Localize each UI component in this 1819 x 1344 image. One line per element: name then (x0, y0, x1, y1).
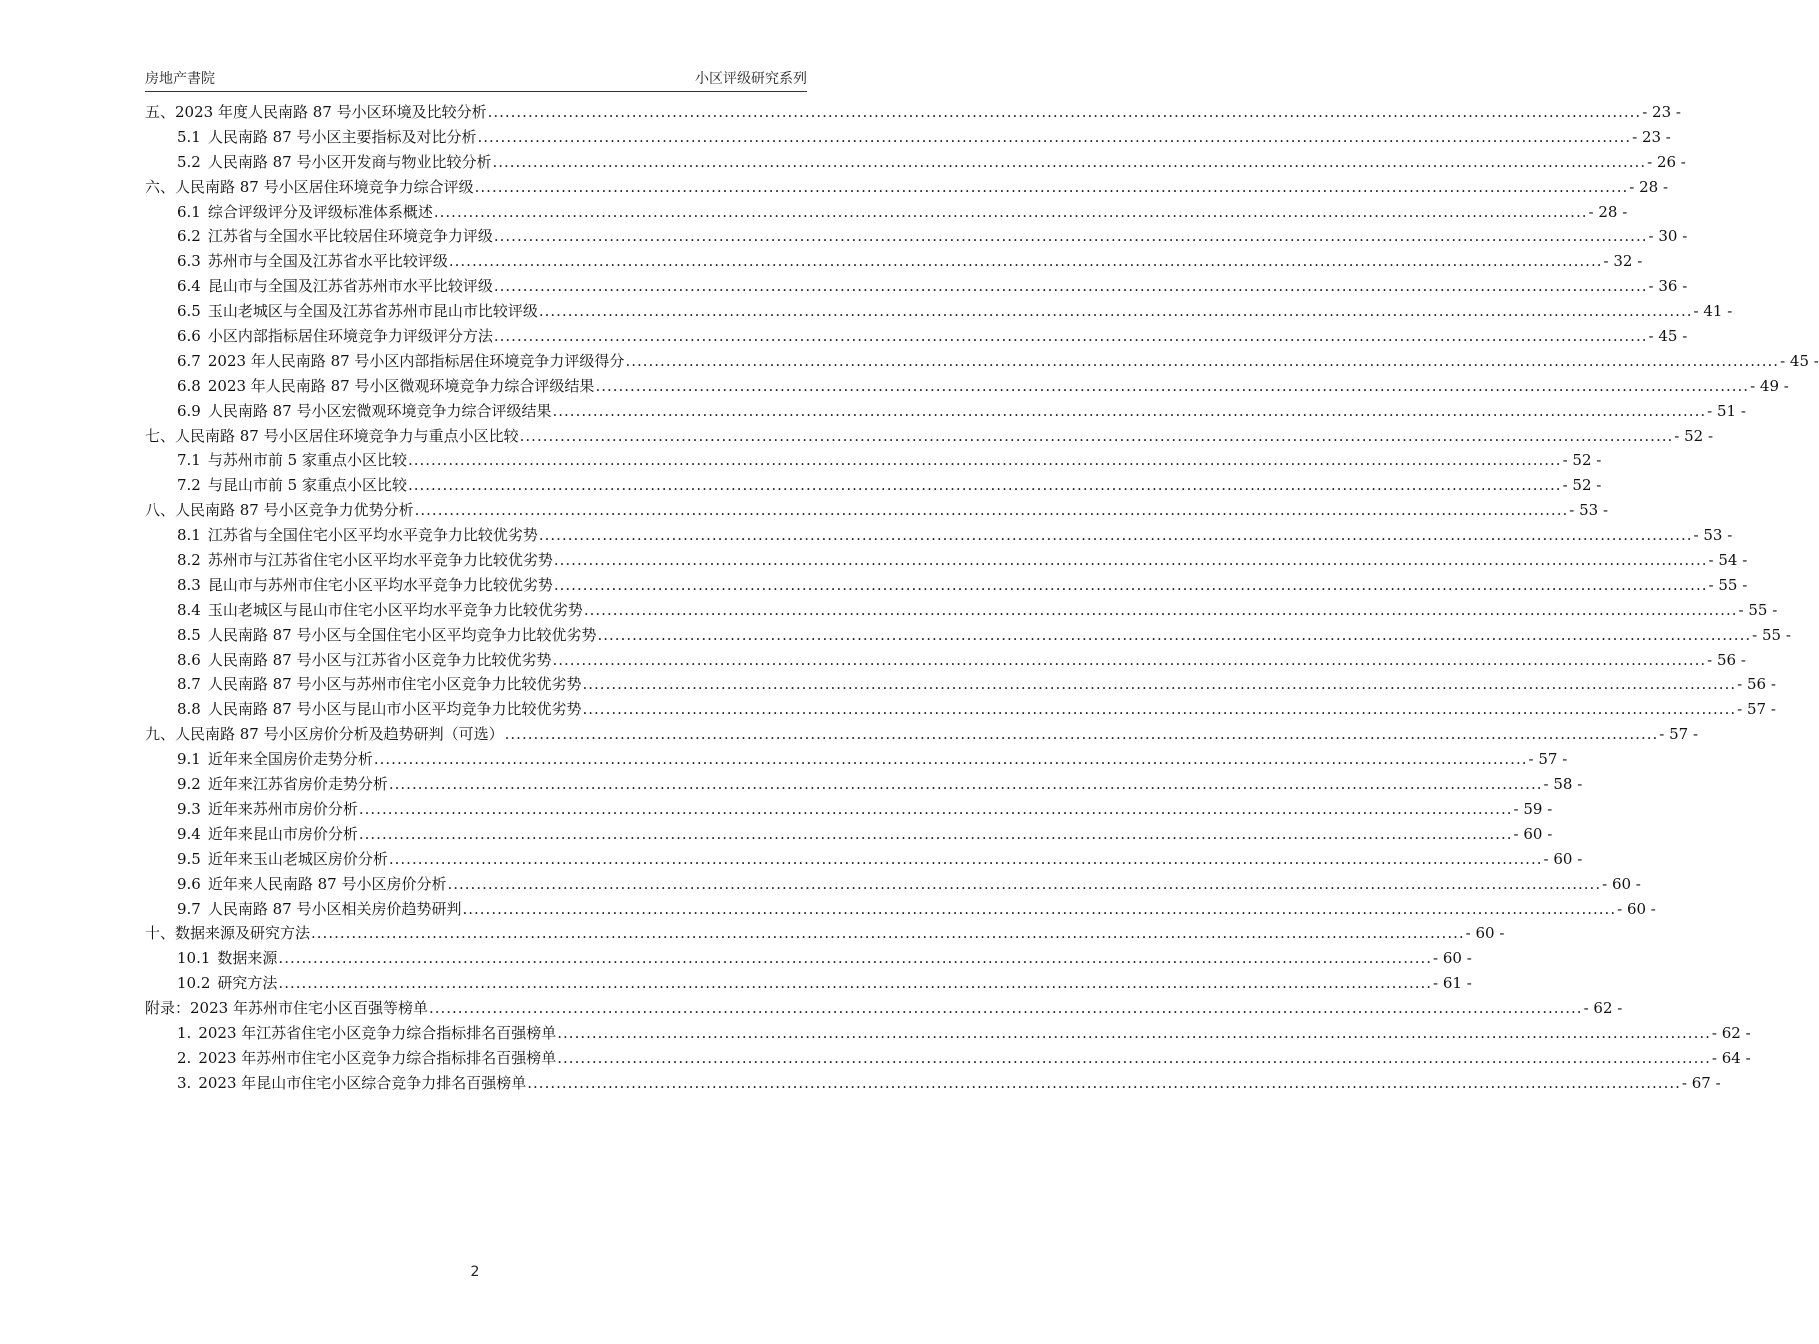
toc-entry-page: - 54 - (1708, 551, 1748, 570)
toc-entry-number: 9.1 (177, 750, 201, 769)
toc-entry-page: - 28 - (1629, 177, 1669, 196)
toc-entry-page: - 67 - (1681, 1073, 1721, 1092)
toc-dot-leader (557, 1021, 1711, 1046)
toc-entry-title (177, 946, 277, 971)
toc-dot-leader (539, 299, 1693, 324)
page-header (145, 66, 807, 92)
toc-entry-text: 人民南路 87 号小区与江苏省小区竞争力比较优劣势 (207, 650, 552, 669)
toc-entry-title (177, 697, 582, 722)
toc-chapter-entry[interactable] (145, 100, 1681, 125)
toc-dot-leader (477, 125, 1631, 150)
toc-entry-page: - 26 - (1647, 152, 1686, 171)
toc-entry-text: 玉山老城区与昆山市住宅小区平均水平竞争力比较优劣势 (207, 600, 583, 619)
toc-chapter-entry[interactable] (145, 175, 1669, 200)
toc-entry-text: 江苏省与全国住宅小区平均水平竞争力比较优劣势 (207, 526, 538, 545)
toc-entry-text: 近年来昆山市房价分析 (207, 824, 358, 843)
toc-entry-title (177, 548, 553, 573)
toc-entry-number: 8.2 (177, 551, 201, 570)
header-series-title: 小区评级研究系列 (695, 71, 807, 87)
toc-dot-leader (584, 598, 1738, 623)
toc-entry-title (145, 921, 310, 946)
toc-entry-title (177, 1021, 556, 1046)
toc-dot-leader (449, 249, 1603, 274)
toc-section-entry[interactable] (145, 897, 1656, 922)
toc-section-entry[interactable] (145, 1021, 1751, 1046)
toc-entry-page: - 52 - (1562, 476, 1602, 495)
toc-entry-number: 8.5 (177, 625, 201, 644)
toc-entry-title (177, 299, 538, 324)
toc-entry-page: - 52 - (1562, 451, 1602, 470)
toc-entry-number: 8.7 (177, 675, 201, 694)
toc-entry-title (177, 772, 388, 797)
toc-entry-title (145, 100, 487, 125)
toc-dot-leader (359, 797, 1513, 822)
toc-dot-leader (557, 1046, 1711, 1071)
toc-entry-number: 2. (177, 1048, 192, 1067)
toc-dot-leader (539, 523, 1693, 548)
toc-entry-number: 9.3 (177, 799, 201, 818)
toc-entry-number: 9.5 (177, 849, 201, 868)
toc-dot-leader (408, 473, 1562, 498)
toc-entry-text: 昆山市与苏州市住宅小区平均水平竞争力比较优劣势 (207, 575, 553, 594)
toc-section-entry[interactable] (145, 125, 1671, 150)
toc-entry-number: 10.1 (177, 949, 211, 968)
toc-entry-title (177, 274, 493, 299)
toc-section-entry[interactable] (145, 971, 1472, 996)
toc-entry-title (145, 175, 474, 200)
toc-entry-text: 人民南路 87 号小区与全国住宅小区平均竞争力比较优劣势 (207, 625, 597, 644)
toc-entry-title (177, 1046, 556, 1071)
toc-entry-text: 人民南路 87 号小区主要指标及对比分析 (207, 127, 477, 146)
toc-entry-text: 八、人民南路 87 号小区竞争力优势分析 (145, 501, 414, 520)
toc-dot-leader (554, 548, 1708, 573)
toc-section-entry[interactable] (145, 946, 1472, 971)
toc-entry-page: - 57 - (1528, 750, 1568, 769)
toc-entry-page: - 30 - (1648, 227, 1688, 246)
toc-entry-title (177, 125, 476, 150)
toc-entry-number: 8.6 (177, 650, 201, 669)
toc-entry-number: 7.1 (177, 451, 201, 470)
toc-entry-text: 五、2023 年度人民南路 87 号小区环境及比较分析 (145, 103, 487, 121)
toc-entry-text: 人民南路 87 号小区宏微观环境竞争力综合评级结果 (207, 401, 552, 420)
toc-entry-text: 苏州市与江苏省住宅小区平均水平竞争力比较优劣势 (207, 551, 553, 570)
toc-dot-leader (462, 897, 1616, 922)
toc-section-entry[interactable] (145, 772, 1583, 797)
toc-dot-leader (389, 772, 1543, 797)
toc-section-entry[interactable] (145, 623, 1791, 648)
toc-entry-text: 九、人民南路 87 号小区房价分析及趋势研判（可选） (145, 725, 504, 744)
toc-entry-number: 5.1 (177, 127, 201, 146)
toc-section-entry[interactable] (145, 448, 1602, 473)
toc-entry-page: - 45 - (1648, 327, 1688, 346)
toc-entry-page: - 61 - (1433, 974, 1472, 993)
toc-entry-page: - 59 - (1513, 799, 1553, 818)
toc-entry-text: 人民南路 87 号小区与昆山市小区平均竞争力比较优劣势 (207, 700, 582, 719)
toc-entry-number: 9.4 (177, 824, 201, 843)
toc-entry-text: 近年来全国房价走势分析 (207, 750, 373, 769)
toc-dot-leader (553, 399, 1707, 424)
toc-section-entry[interactable] (145, 1071, 1721, 1096)
toc-entry-page: - 60 - (1602, 874, 1641, 893)
toc-entry-page: - 56 - (1737, 675, 1776, 694)
toc-entry-number: 8.3 (177, 575, 201, 594)
toc-entry-text: 小区内部指标居住环境竞争力评级评分方法 (207, 327, 493, 346)
toc-entry-number: 6.2 (177, 227, 201, 246)
toc-section-entry[interactable] (145, 672, 1776, 697)
header-publisher: 房地产書院 (145, 71, 215, 87)
toc-entry-page: - 57 - (1737, 700, 1776, 719)
toc-dot-leader (429, 996, 1583, 1021)
toc-entry-text: 数据来源 (217, 949, 278, 968)
toc-entry-page: - 53 - (1693, 526, 1733, 545)
toc-entry-title (177, 349, 624, 374)
toc-entry-page: - 55 - (1708, 575, 1748, 594)
toc-entry-page: - 28 - (1588, 202, 1628, 221)
toc-chapter-entry[interactable] (145, 996, 1623, 1021)
toc-dot-leader (505, 722, 1659, 747)
toc-chapter-entry[interactable] (145, 498, 1609, 523)
toc-entry-number: 1. (177, 1023, 192, 1042)
toc-entry-page: - 60 - (1465, 924, 1505, 943)
toc-entry-title (177, 224, 493, 249)
toc-section-entry[interactable] (145, 349, 1819, 374)
toc-entry-number: 8.4 (177, 600, 201, 619)
toc-entry-page: - 23 - (1632, 127, 1671, 146)
toc-entry-text: 近年来江苏省房价走势分析 (207, 775, 388, 794)
toc-section-entry[interactable] (145, 697, 1776, 722)
toc-entry-text: 附录：2023 年苏州市住宅小区百强等榜单 (145, 999, 428, 1018)
toc-entry-title (177, 473, 407, 498)
toc-entry-title (177, 747, 373, 772)
toc-section-entry[interactable] (145, 200, 1628, 225)
toc-entry-number: 8.1 (177, 526, 201, 545)
toc-entry-text: 人民南路 87 号小区与苏州市住宅小区竞争力比较优劣势 (207, 675, 582, 694)
toc-entry-page: - 62 - (1711, 1023, 1751, 1042)
toc-entry-page: - 60 - (1543, 849, 1583, 868)
toc-entry-number: 7.2 (177, 476, 201, 495)
toc-entry-number: 6.3 (177, 252, 201, 271)
toc-dot-leader (278, 971, 1432, 996)
toc-entry-page: - 53 - (1569, 501, 1609, 520)
toc-entry-page: - 51 - (1707, 401, 1746, 420)
toc-entry-text: 2023 年昆山市住宅小区综合竞争力排名百强榜单 (198, 1073, 527, 1092)
toc-dot-leader (520, 424, 1674, 449)
toc-section-entry[interactable] (145, 274, 1688, 299)
toc-entry-page: - 56 - (1707, 650, 1746, 669)
toc-entry-title (177, 200, 433, 225)
toc-entry-title (177, 324, 493, 349)
toc-section-entry[interactable] (145, 747, 1568, 772)
toc-dot-leader (475, 175, 1629, 200)
toc-entry-text: 江苏省与全国水平比较居住环境竞争力评级 (207, 227, 493, 246)
toc-entry-text: 综合评级评分及评级标准体系概述 (207, 202, 433, 221)
toc-entry-number: 6.8 (177, 376, 201, 395)
toc-entry-title (177, 249, 448, 274)
toc-entry-page: - 45 - (1780, 351, 1819, 370)
toc-entry-text: 人民南路 87 号小区相关房价趋势研判 (207, 899, 462, 918)
toc-section-entry[interactable] (145, 150, 1686, 175)
toc-chapter-entry[interactable] (145, 424, 1714, 449)
toc-dot-leader (374, 747, 1528, 772)
toc-entry-text: 与昆山市前 5 家重点小区比较 (207, 476, 407, 495)
toc-section-entry[interactable] (145, 224, 1688, 249)
toc-dot-leader (278, 946, 1432, 971)
toc-dot-leader (494, 274, 1648, 299)
toc-entry-title (177, 672, 582, 697)
toc-entry-page: - 23 - (1642, 103, 1681, 121)
toc-entry-text: 2023 年江苏省住宅小区竞争力综合指标排名百强榜单 (198, 1023, 557, 1042)
toc-entry-title (177, 847, 388, 872)
toc-section-entry[interactable] (145, 573, 1748, 598)
toc-dot-leader (434, 200, 1588, 225)
toc-entry-title (177, 598, 583, 623)
toc-section-entry[interactable] (145, 324, 1688, 349)
toc-entry-text: 七、人民南路 87 号小区居住环境竞争力与重点小区比较 (145, 426, 519, 445)
toc-entry-number: 6.5 (177, 302, 201, 321)
toc-section-entry[interactable] (145, 598, 1778, 623)
toc-dot-leader (553, 648, 1707, 673)
toc-entry-page: - 32 - (1603, 252, 1643, 271)
toc-entry-text: 玉山老城区与全国及江苏省苏州市昆山市比较评级 (207, 302, 538, 321)
toc-entry-page: - 55 - (1752, 625, 1791, 644)
table-of-contents (145, 100, 1819, 1096)
toc-dot-leader (488, 100, 1642, 125)
toc-section-entry[interactable] (145, 523, 1733, 548)
toc-entry-text: 苏州市与全国及江苏省水平比较评级 (207, 252, 448, 271)
toc-entry-title (177, 374, 594, 399)
toc-entry-page: - 60 - (1433, 949, 1472, 968)
toc-entry-text: 近年来玉山老城区房价分析 (207, 849, 388, 868)
toc-entry-text: 近年来人民南路 87 号小区房价分析 (207, 874, 447, 893)
toc-dot-leader (527, 1071, 1681, 1096)
toc-entry-title (145, 996, 428, 1021)
toc-entry-title (177, 797, 358, 822)
toc-entry-title (177, 872, 446, 897)
toc-entry-page: - 62 - (1583, 999, 1623, 1018)
toc-entry-number: 6.4 (177, 277, 201, 296)
toc-entry-title (145, 722, 504, 747)
toc-entry-page: - 55 - (1738, 600, 1778, 619)
toc-entry-number: 6.9 (177, 401, 201, 420)
toc-section-entry[interactable] (145, 1046, 1751, 1071)
toc-dot-leader (583, 697, 1737, 722)
toc-section-entry[interactable] (145, 249, 1643, 274)
toc-entry-text: 2023 年人民南路 87 号小区内部指标居住环境竞争力评级得分 (207, 351, 625, 370)
toc-entry-title (177, 822, 358, 847)
toc-section-entry[interactable] (145, 374, 1789, 399)
toc-entry-number: 9.2 (177, 775, 201, 794)
toc-dot-leader (408, 448, 1562, 473)
toc-dot-leader (554, 573, 1708, 598)
toc-section-entry[interactable] (145, 473, 1602, 498)
toc-dot-leader (494, 224, 1648, 249)
toc-entry-title (145, 498, 414, 523)
toc-entry-text: 十、数据来源及研究方法 (145, 924, 311, 943)
toc-entry-title (145, 424, 519, 449)
toc-entry-number: 5.2 (177, 152, 201, 171)
toc-dot-leader (359, 822, 1513, 847)
toc-entry-page: - 36 - (1648, 277, 1688, 296)
toc-entry-text: 六、人民南路 87 号小区居住环境竞争力综合评级 (145, 177, 474, 196)
toc-entry-text: 昆山市与全国及江苏省苏州市水平比较评级 (207, 277, 493, 296)
toc-entry-title (177, 1071, 526, 1096)
toc-entry-number: 9.7 (177, 899, 201, 918)
toc-entry-title (177, 971, 277, 996)
toc-entry-page: - 57 - (1659, 725, 1699, 744)
toc-chapter-entry[interactable] (145, 921, 1505, 946)
toc-entry-title (177, 448, 407, 473)
toc-entry-title (177, 150, 491, 175)
toc-section-entry[interactable] (145, 822, 1553, 847)
toc-section-entry[interactable] (145, 872, 1641, 897)
toc-section-entry[interactable] (145, 399, 1746, 424)
toc-entry-page: - 52 - (1674, 426, 1714, 445)
toc-entry-number: 10.2 (177, 974, 211, 993)
toc-entry-title (177, 623, 597, 648)
toc-entry-text: 2023 年人民南路 87 号小区微观环境竞争力综合评级结果 (207, 376, 595, 395)
toc-dot-leader (447, 872, 1601, 897)
page-number: 2 (470, 1264, 480, 1280)
toc-entry-text: 人民南路 87 号小区开发商与物业比较分析 (207, 152, 492, 171)
toc-entry-number: 6.7 (177, 351, 201, 370)
toc-entry-page: - 41 - (1693, 302, 1733, 321)
toc-entry-title (177, 897, 461, 922)
toc-section-entry[interactable] (145, 797, 1553, 822)
toc-section-entry[interactable] (145, 847, 1583, 872)
toc-entry-title (177, 573, 553, 598)
toc-entry-page: - 49 - (1750, 376, 1789, 395)
toc-entry-text: 研究方法 (217, 974, 278, 993)
toc-section-entry[interactable] (145, 299, 1733, 324)
toc-dot-leader (492, 150, 1646, 175)
toc-dot-leader (415, 498, 1569, 523)
toc-entry-number: 6.1 (177, 202, 201, 221)
toc-entry-title (177, 399, 552, 424)
toc-section-entry[interactable] (145, 548, 1748, 573)
toc-dot-leader (598, 623, 1752, 648)
toc-entry-page: - 60 - (1617, 899, 1656, 918)
toc-entry-number: 8.8 (177, 700, 201, 719)
toc-dot-leader (494, 324, 1648, 349)
toc-dot-leader (311, 921, 1465, 946)
toc-dot-leader (625, 349, 1779, 374)
toc-entry-page: - 60 - (1513, 824, 1553, 843)
toc-entry-page: - 58 - (1543, 775, 1583, 794)
toc-entry-title (177, 523, 538, 548)
toc-entry-page: - 64 - (1711, 1048, 1751, 1067)
toc-entry-text: 与苏州市前 5 家重点小区比较 (207, 451, 407, 470)
toc-entry-title (177, 648, 552, 673)
toc-entry-number: 9.6 (177, 874, 201, 893)
toc-entry-text: 近年来苏州市房价分析 (207, 799, 358, 818)
toc-dot-leader (595, 374, 1749, 399)
toc-entry-text: 2023 年苏州市住宅小区竞争力综合指标排名百强榜单 (198, 1048, 557, 1067)
toc-entry-number: 3. (177, 1073, 192, 1092)
toc-entry-number: 6.6 (177, 327, 201, 346)
toc-dot-leader (583, 672, 1737, 697)
toc-chapter-entry[interactable] (145, 722, 1699, 747)
toc-dot-leader (389, 847, 1543, 872)
toc-section-entry[interactable] (145, 648, 1746, 673)
